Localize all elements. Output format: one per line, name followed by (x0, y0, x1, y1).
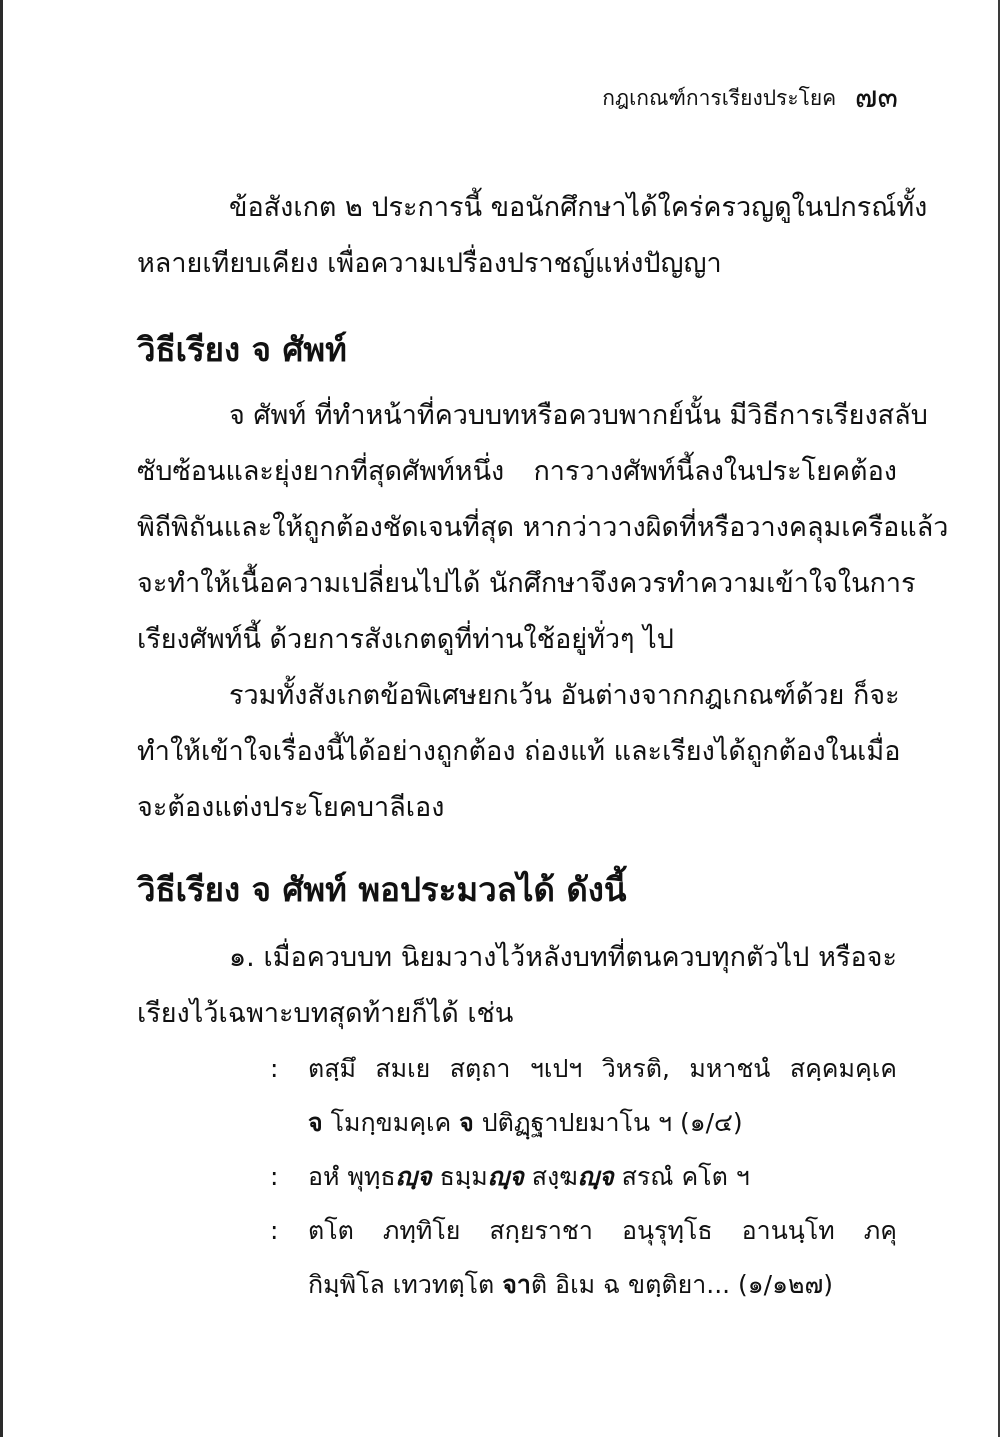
example-text: ตโต ภทฺทิโย สกฺยราชา อนุรุทฺโธ อานนฺโท ภคุ (308, 1216, 897, 1245)
example-item-3-line-2 (270, 1258, 897, 1312)
example-text-segment: กิมฺพิโล เทวทตฺโต (308, 1270, 503, 1299)
text-line: จ ศัพท์ ที่ทำหน้าที่ควบบทหรือควบพากย์นั้น มีวิธีการเรียงสลับ (229, 400, 928, 431)
text-line: หลายเทียบเคียง เพื่อความเปรื่องปราชญ์แห่งปัญญา (137, 248, 722, 279)
example-text (308, 1150, 897, 1204)
ca-word-bold: จ (459, 1108, 474, 1137)
paragraph-ca-intro (137, 388, 949, 668)
text-line: ข้อสังเกต ๒ ประการนี้ ขอนักศึกษาได้ใคร่ครวญดูในปกรณ์ทั้ง (229, 192, 928, 223)
example-text-segment: โมกฺขมคฺเค (322, 1108, 460, 1137)
example-item-1-line-1 (270, 1042, 897, 1096)
example-text-segment: อหํ พุทฺธ (308, 1162, 396, 1191)
example-item-1-line-2 (270, 1096, 897, 1150)
example-colon: : (270, 1216, 279, 1245)
ca-word-bold: จ (308, 1108, 323, 1137)
paragraph-exceptions (137, 668, 901, 836)
section-heading-ca-word: วิธีเรียง จ ศัพท์ (137, 330, 347, 369)
page-edge-left (0, 0, 3, 1437)
example-item-2 (270, 1150, 897, 1204)
example-colon: : (270, 1162, 279, 1191)
example-item-3-line-1 (270, 1204, 897, 1258)
example-colon: : (270, 1054, 279, 1083)
example-text-segment: สรณํ คโต ฯ (613, 1162, 750, 1191)
section-heading-ca-methods: วิธีเรียง จ ศัพท์ พอประมวลได้ ดังนี้ (137, 870, 627, 909)
text-line: เรียงไว้เฉพาะบทสุดท้ายก็ได้ เช่น (137, 998, 514, 1029)
page-number: ๗๓ (854, 80, 898, 115)
ca-word-bold: ญฺจ (395, 1162, 432, 1191)
example-text-segment: ธมฺม (431, 1162, 488, 1191)
example-text: ตสฺมึ สมเย สตฺถา ฯเปฯ วิหรติ, มหาชนํ สคฺคมคฺเค (308, 1054, 897, 1083)
text-line: พิถีพิถันและให้ถูกต้องชัดเจนที่สุด หากว่าวางผิดที่หรือวางคลุมเครือแล้ว (137, 512, 949, 543)
example-list (270, 1042, 897, 1312)
paragraph-observation (137, 180, 928, 292)
text-line: จะทำให้เนื้อความเปลี่ยนไปได้ นักศึกษาจึงควรทำความเข้าใจในการ (137, 568, 916, 599)
example-text (308, 1096, 897, 1150)
example-text-segment: สงฺฆ (523, 1162, 578, 1191)
ca-word-bold: จา (502, 1270, 531, 1299)
paragraph-rule-1 (137, 930, 897, 1042)
example-text-segment: ติ อิเม ฉ ขตฺติยา... (๑/๑๒๗) (530, 1270, 833, 1299)
running-header (602, 78, 898, 118)
text-line: ๑. เมื่อควบบท นิยมวางไว้หลังบทที่ตนควบทุกตัวไป หรือจะ (229, 942, 897, 973)
ca-word-bold: ญฺจ (487, 1162, 524, 1191)
running-title: กฎเกณฑ์การเรียงประโยค (602, 86, 837, 110)
text-line: ทำให้เข้าใจเรื่องนี้ได้อย่างถูกต้อง ถ่องแท้ และเรียงได้ถูกต้องในเมื่อ (137, 736, 901, 767)
ca-word-bold: ญฺจ (577, 1162, 614, 1191)
example-text-segment: ปติฏฺฐาปยมาโน ฯ (๑/๔) (473, 1108, 743, 1137)
text-line: รวมทั้งสังเกตข้อพิเศษยกเว้น อันต่างจากกฎเกณฑ์ด้วย ก็จะ (229, 680, 900, 711)
text-line: จะต้องแต่งประโยคบาลีเอง (137, 792, 445, 823)
text-line: ซับซ้อนและยุ่งยากที่สุดศัพท์หนึ่ง การวางศัพท์นี้ลงในประโยคต้อง (137, 456, 897, 487)
example-text (308, 1258, 897, 1312)
text-line: เรียงศัพท์นี้ ด้วยการสังเกตดูที่ท่านใช้อยู่ทั่วๆ ไป (137, 624, 674, 655)
